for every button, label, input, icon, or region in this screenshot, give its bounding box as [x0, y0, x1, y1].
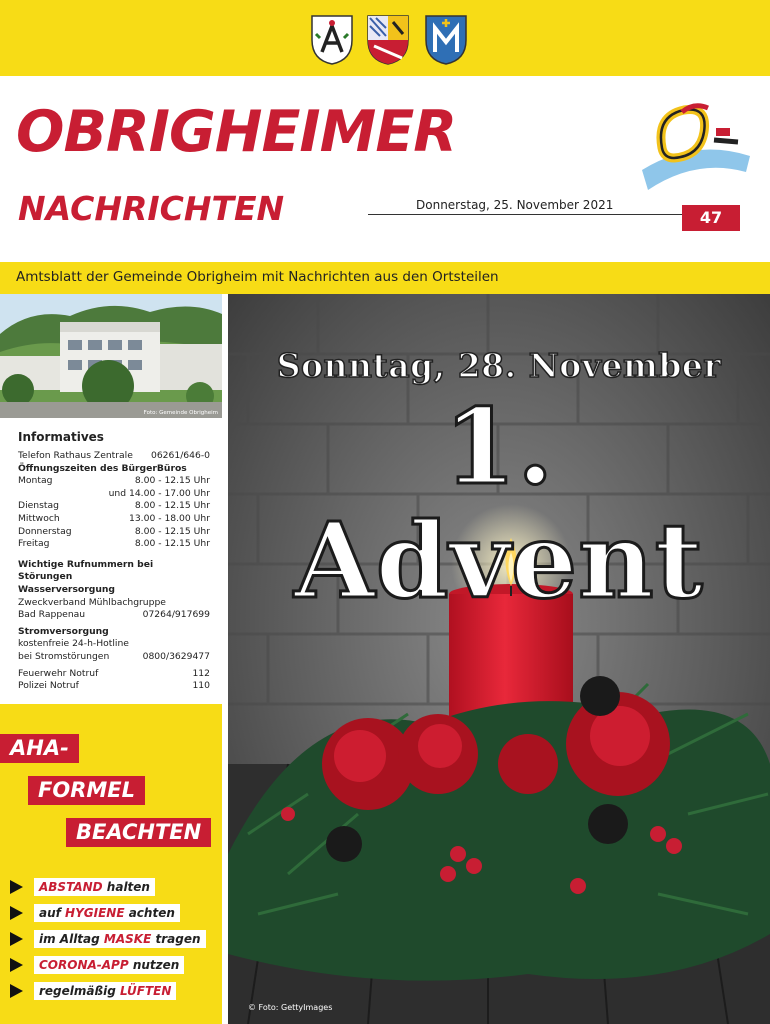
aha-item-label [34, 982, 176, 1000]
aha-item-label [34, 930, 206, 948]
sidebar [0, 294, 222, 1024]
hero-credit: © Foto: GettyImages [248, 1003, 333, 1012]
aha-text: achten [124, 906, 175, 920]
phone-row [18, 450, 210, 463]
aha-panel [0, 704, 222, 1024]
hours-day: Freitag [18, 538, 50, 550]
police-phone: 110 [192, 680, 210, 692]
newspaper-subtitle: NACHRICHTEN [18, 189, 285, 228]
hours-day: Mittwoch [18, 512, 60, 524]
water-row [18, 609, 210, 622]
aha-word-2: FORMEL [28, 776, 145, 805]
aha-text: auf [39, 906, 66, 920]
aha-text: nutzen [128, 958, 180, 972]
aha-item-label [34, 904, 180, 922]
aha-keyword: CORONA-APP [39, 958, 129, 972]
crest-district-icon [366, 14, 410, 66]
hours-day: Donnerstag [18, 525, 72, 537]
advent-hero [228, 294, 770, 1024]
aha-keyword: HYGIENE [65, 906, 125, 920]
police-label: Polizei Notruf [18, 680, 79, 692]
hours-time: 8.00 - 12.15 Uhr [134, 525, 210, 537]
water-heading: Wasserversorgung [18, 583, 116, 595]
hours-day: Montag [18, 475, 53, 487]
hours-row [18, 500, 210, 513]
aha-item [10, 930, 206, 948]
arrow-right-icon [10, 984, 23, 998]
power-phone: 0800/3629477 [142, 650, 210, 662]
aha-item [10, 878, 155, 896]
hours-heading: Öffnungszeiten des BürgerBüros [18, 462, 187, 474]
fire-phone: 112 [192, 667, 210, 679]
hours-time: 8.00 - 12.15 Uhr [134, 500, 210, 512]
masthead [0, 76, 770, 262]
water-place: Bad Rappenau [18, 609, 86, 621]
aha-text: im Alltag [39, 932, 104, 946]
arrow-right-icon [10, 880, 23, 894]
info-box [18, 430, 210, 693]
issue-number: 47 [682, 205, 740, 231]
water-org: Zweckverband Mühlbachgruppe [18, 596, 166, 608]
crest-asbach-icon [424, 14, 468, 66]
fire-label: Feuerwehr Notruf [18, 667, 99, 679]
info-heading: Informatives [18, 430, 104, 444]
hero-title: 1. Advent [294, 385, 704, 623]
police-row [18, 680, 210, 693]
water-phone: 07264/917699 [142, 609, 210, 621]
arrow-right-icon [10, 906, 23, 920]
photo-credit: Foto: Gemeinde Obrigheim [143, 410, 218, 416]
hours-time: und 14.00 - 17.00 Uhr [108, 487, 210, 499]
emergency-heading: Wichtige Rufnummern bei Störungen [18, 558, 154, 583]
aha-item [10, 956, 184, 974]
aha-keyword: LÜFTEN [120, 984, 172, 998]
crest-obrigheim-icon [310, 14, 354, 66]
aha-keyword: ABSTAND [39, 880, 103, 894]
hours-row [18, 488, 210, 501]
phone-value: 06261/646-0 [150, 450, 210, 461]
aha-text: tragen [151, 932, 201, 946]
hours-row [18, 538, 210, 551]
newspaper-title: OBRIGHEIMER [16, 99, 457, 165]
aha-item [10, 904, 180, 922]
hours-row [18, 513, 210, 526]
tagline-band [0, 262, 770, 294]
hours-row [18, 475, 210, 488]
tagline: Amtsblatt der Gemeinde Obrigheim mit Nachrichten aus den Ortsteilen [16, 269, 499, 285]
aha-item-label [34, 956, 184, 974]
aha-word-1: AHA- [0, 734, 79, 763]
town-hall-photo [0, 294, 222, 418]
aha-word-3: BEACHTEN [66, 818, 211, 847]
hero-date: Sonntag, 28. November [276, 346, 722, 385]
hours-time: 13.00 - 18.00 Uhr [128, 512, 210, 524]
aha-item-label [34, 878, 155, 896]
arrow-right-icon [10, 958, 23, 972]
hours-row [18, 526, 210, 539]
obrigheim-logo-icon [634, 98, 754, 218]
power-heading: Stromversorgung [18, 625, 109, 637]
power-row [18, 651, 210, 664]
hours-time: 8.00 - 12.15 Uhr [134, 538, 210, 550]
top-band [0, 0, 770, 76]
power-label: bei Stromstörungen [18, 650, 110, 662]
fire-row [18, 668, 210, 681]
aha-text: halten [102, 880, 150, 894]
power-hotline: kostenfreie 24-h-Hotline [18, 638, 129, 650]
hours-time: 8.00 - 12.15 Uhr [134, 475, 210, 487]
issue-date: Donnerstag, 25. November 2021 [416, 198, 614, 212]
aha-item [10, 982, 176, 1000]
phone-label: Telefon Rathaus Zentrale [18, 450, 133, 461]
hours-day: Dienstag [18, 500, 59, 512]
aha-keyword: MASKE [103, 932, 152, 946]
arrow-right-icon [10, 932, 23, 946]
aha-text: regelmäßig [39, 984, 121, 998]
